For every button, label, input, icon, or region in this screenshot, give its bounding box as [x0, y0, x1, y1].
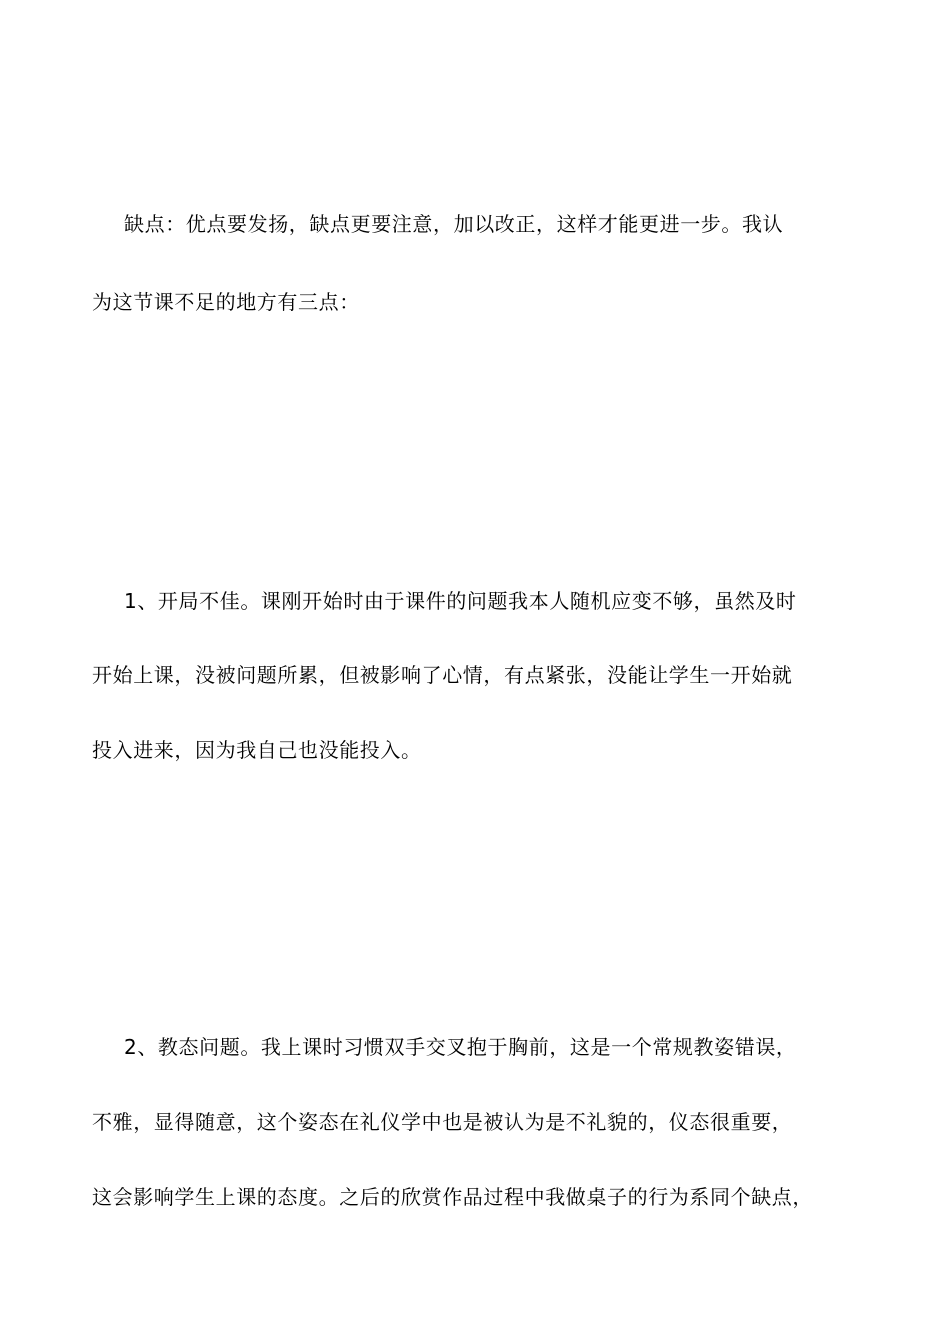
text-line: 不雅，显得随意，这个姿态在礼仪学中也是被认为是不礼貌的，仪态很重要，	[92, 1110, 793, 1134]
text-line: 这会影响学生上课的态度。之后的欣赏作品过程中我做桌子的行为系同个缺点，	[92, 1185, 813, 1209]
text-line: 开始上课，没被问题所累，但被影响了心情，有点紧张，没能让学生一开始就	[92, 663, 793, 687]
text-line: 缺点：优点要发扬，缺点更要注意，加以改正，这样才能更进一步。我认	[124, 212, 784, 236]
text-line: 1、开局不佳。课刚开始时由于课件的问题我本人随机应变不够，虽然及时	[124, 589, 797, 613]
text-line: 为这节课不足的地方有三点：	[92, 290, 360, 314]
text-line: 2、教态问题。我上课时习惯双手交叉抱于胸前，这是一个常规教姿错误，	[124, 1035, 797, 1059]
text-line: 投入进来，因为我自己也没能投入。	[92, 738, 422, 762]
